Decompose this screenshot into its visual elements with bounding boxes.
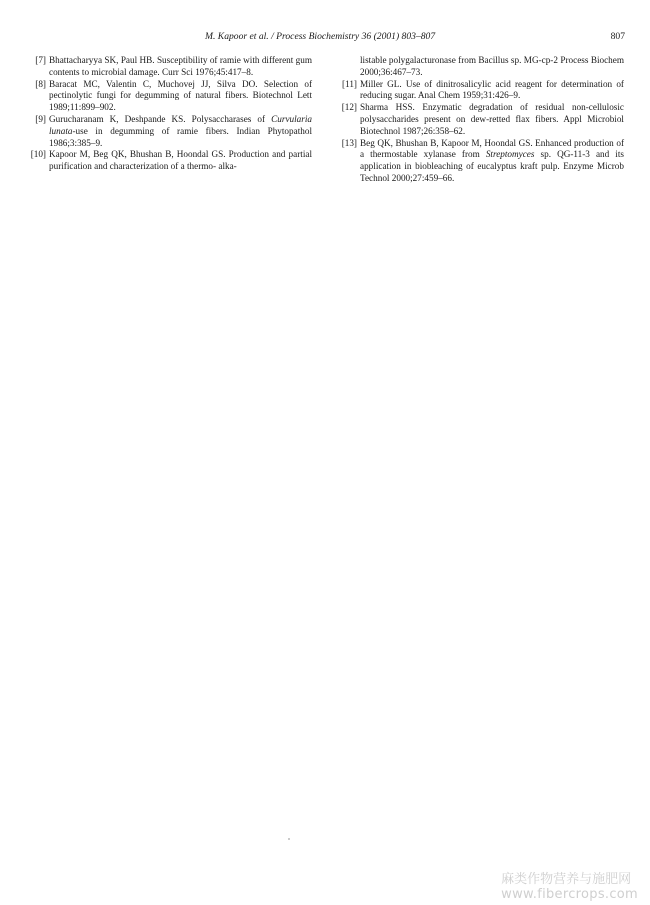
reference-entry (337, 138, 624, 185)
reference-number: [12] (341, 102, 357, 113)
reference-text: Miller GL. Use of dinitrosalicylic acid reagent for determination of reducing sugar. Anal Chem 1959;31:426–9. (360, 78, 624, 101)
reference-italic-text: Streptomyces (485, 149, 535, 160)
reference-text: Sharma HSS. Enzymatic degradation of residual non-cellulosic polysaccharides present on dew-retted flax fibers. Appl Microbiol Biotechnol 1987;26:358–62. (360, 102, 624, 136)
reference-text: Beg QK, Bhushan B, Kapoor M, Hoondal GS. Enhanced production of a thermostable xylanase from (360, 137, 624, 160)
reference-text: Bhattacharyya SK, Paul HB. Susceptibility of ramie with different gum contents to microbial damage. Curr Sci 1976;45:417–8. (49, 55, 312, 77)
reference-number: [11] (342, 78, 357, 89)
running-header (205, 30, 625, 44)
scan-speck (288, 838, 290, 840)
reference-entry (26, 55, 312, 79)
reference-text: sp. QG-11-3 and its application in biobleaching of eucalyptus kraft pulp. Enzyme Microb Technol 2000;27:459–66. (360, 149, 624, 183)
reference-entry (26, 79, 312, 114)
running-title: M. Kapoor et al. / Process Biochemistry 36 (2001) 803–807 (205, 31, 436, 42)
site-watermark (501, 872, 638, 902)
page-number: 807 (610, 31, 625, 42)
reference-number: [9] (35, 113, 46, 124)
reference-entry (337, 79, 624, 103)
reference-number: [7] (35, 55, 46, 65)
watermark-chinese-text: 麻类作物营养与施肥网 (501, 872, 632, 887)
reference-entry (337, 55, 624, 79)
reference-entry (337, 102, 624, 137)
reference-text: -use in degumming of ramie fibers. Indian Phytopathol 1986;3:385–9. (49, 125, 312, 148)
watermark-url: www.fibercrops.com (501, 887, 638, 902)
reference-number: [8] (35, 78, 46, 89)
reference-text: Gurucharanam K, Deshpande KS. Polysaccharases of (49, 113, 272, 124)
reference-text: Kapoor M, Beg QK, Bhushan B, Hoondal GS. Production and partial purification and characterization of a thermo- alka- (49, 149, 312, 172)
reference-number: [10] (30, 149, 46, 160)
reference-text: Baracat MC, Valentin C, Muchovej JJ, Silva DO. Selection of pectinolytic fungi for degumming of natural fibers. Biotechnol Lett 1989;11:899–902. (49, 78, 312, 113)
reference-entry (26, 114, 312, 149)
reference-text: listable polygalacturonase from Bacillus sp. MG-cp-2 Process Biochem 2000;36:467–73. (360, 55, 624, 77)
references-right-column (337, 55, 624, 185)
reference-entry (26, 149, 312, 173)
references-left-column (26, 55, 312, 173)
reference-italic-text: Curvularia lunata (49, 113, 312, 136)
reference-number: [13] (341, 137, 357, 148)
